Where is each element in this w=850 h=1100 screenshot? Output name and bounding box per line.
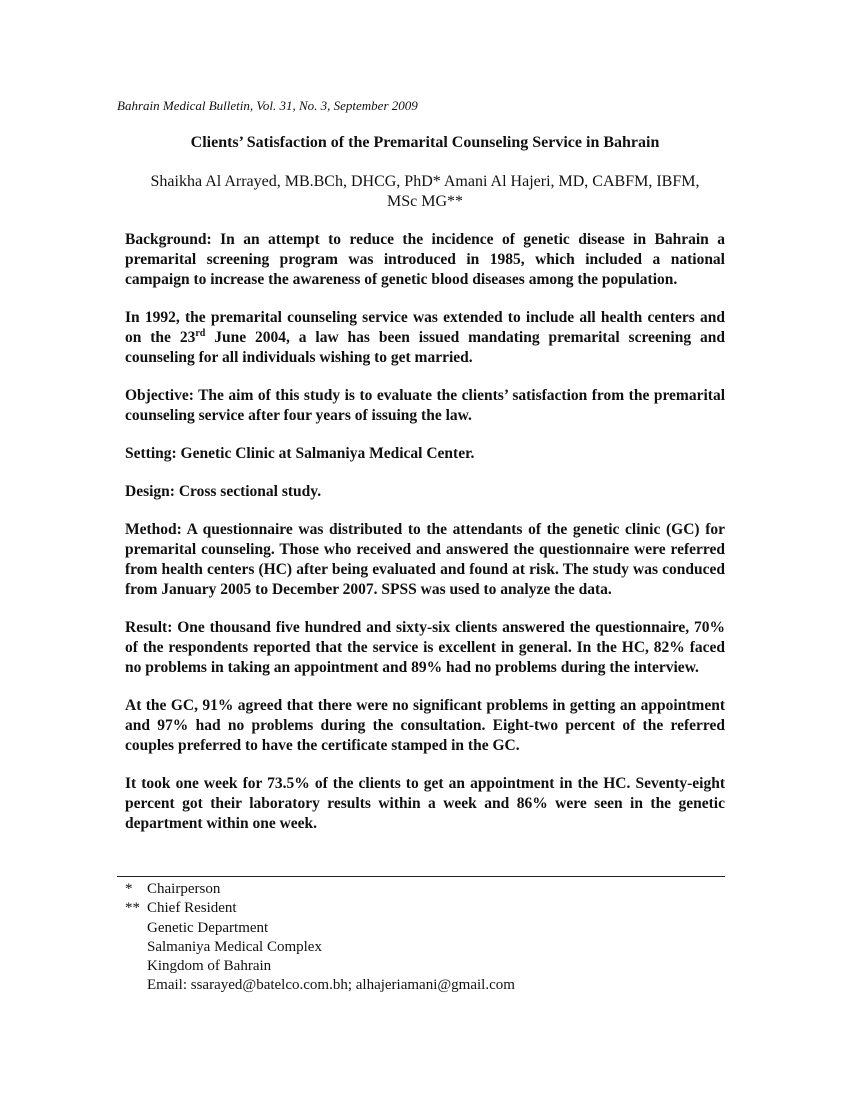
ordinal-suffix: rd [195, 327, 206, 339]
objective-paragraph: Objective: The aim of this study is to evaluate the clients’ satisfaction from the premarital counseling service after four years of issuing the law. [125, 387, 725, 424]
footnote-mark-2: ** [125, 900, 140, 917]
journal-header: Bahrain Medical Bulletin, Vol. 31, No. 3, September 2009 [117, 98, 418, 113]
author-line-1: Shaikha Al Arrayed, MB.BCh, DHCG, PhD* Amani Al Hajeri, MD, CABFM, IBFM, [150, 173, 700, 190]
result-paragraph: Result: One thousand five hundred and sixty-six clients answered the questionnaire, 70% of the respondents reported that the service is excellent in general. In the HC, 82% faced no problems in taking an appointment and 89% had no problems during the interview. [125, 619, 725, 676]
author-block [125, 172, 725, 212]
design-paragraph: Design: Cross sectional study. [125, 483, 322, 500]
background-paragraph: Background: In an attempt to reduce the incidence of genetic disease in Bahrain a premarital screening program was introduced in 1985, which included a national campaign to increase the awareness of genetic blood diseases among the population. [125, 231, 725, 288]
footnote-department: Genetic Department [147, 919, 269, 936]
gc-paragraph: At the GC, 91% agreed that there were no significant problems in getting an appointment and 97% had no problems during the consultation. Eight-two percent of the referred couples preferred to have the certificate stamped in the GC. [125, 697, 725, 754]
footnote-chairperson [125, 880, 515, 899]
footnote-complex: Salmaniya Medical Complex [147, 938, 322, 955]
footnote-mark-1: * [125, 881, 133, 897]
footnote-divider [117, 876, 725, 877]
footnote-chief-resident [125, 899, 515, 918]
footnotes [125, 880, 515, 996]
week-paragraph: It took one week for 73.5% of the clients to get an appointment in the HC. Seventy-eight percent got their laboratory results within a week and 86% were seen in the genetic department within one week. [125, 775, 725, 832]
footnote-country: Kingdom of Bahrain [147, 958, 272, 975]
paper-title: Clients’ Satisfaction of the Premarital Counseling Service in Bahrain [190, 134, 660, 151]
history-text-a: In 1992, the premarital counseling service was extended to include all health centers and on the 23 [125, 309, 725, 346]
author-line-2: MSc MG** [386, 193, 463, 210]
history-paragraph [125, 308, 725, 368]
footnote-text-1: Chairperson [147, 881, 221, 897]
abstract-body [125, 230, 725, 852]
footnote-email: Email: ssarayed@batelco.com.bh; alhajeriamani@gmail.com [147, 977, 515, 994]
setting-paragraph: Setting: Genetic Clinic at Salmaniya Medical Center. [125, 445, 475, 462]
footnote-text-2: Chief Resident [147, 900, 237, 917]
method-paragraph: Method: A questionnaire was distributed to the attendants of the genetic clinic (GC) for premarital counseling. Those who received and answered the questionnaire were referred from health centers (HC) after being evaluated and found at risk. The study was conduced from January 2005 to December 2007. SPSS was used to analyze the data. [125, 521, 725, 598]
history-text-b: June 2004, a law has been issued mandating premarital screening and counseling for all individuals wishing to get married. [125, 329, 725, 366]
